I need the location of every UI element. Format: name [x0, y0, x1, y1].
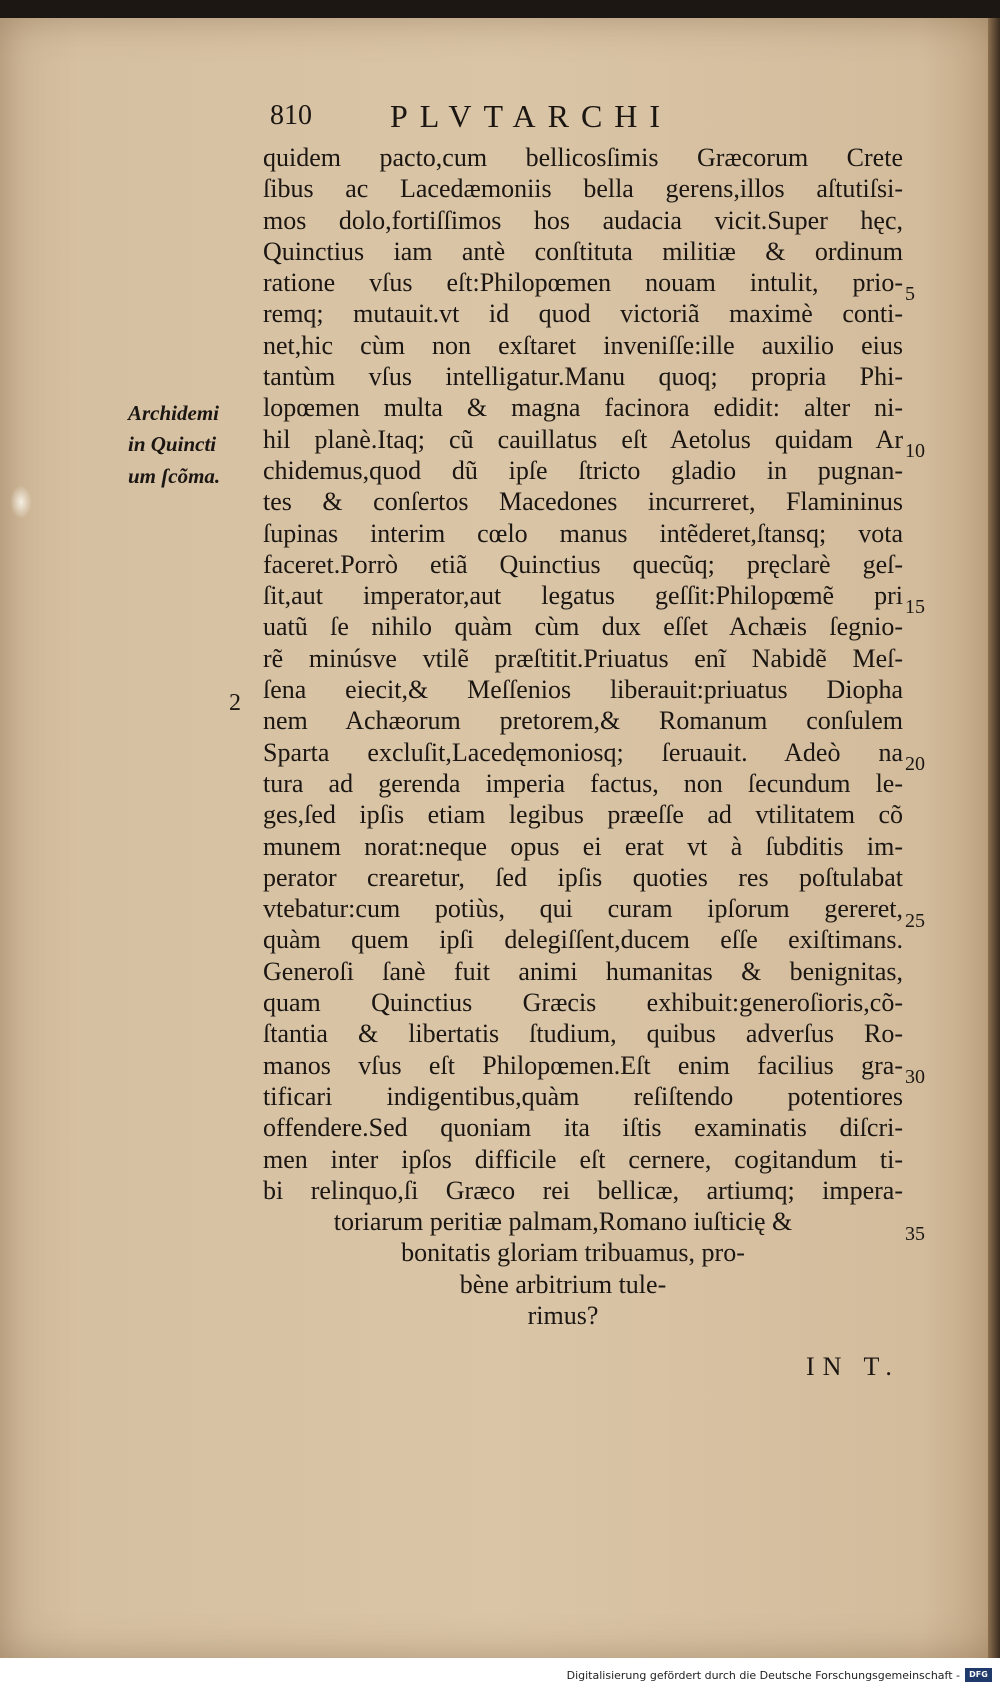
- text-line: ratione vſus eſt:Philopœmen nouam intulit, prio-: [263, 268, 903, 298]
- text-line: vtebatur:cum potiùs, qui curam ipſorum gereret,: [263, 894, 903, 924]
- text-line: tes & conſertos Macedones incurreret, Flamininus: [263, 487, 903, 517]
- text-line: quàm quem ipſi delegiſſent,ducem eſſe exiſtimans.: [263, 925, 903, 955]
- text-line: rẽ minúsve vtilẽ præſtitit.Priuatus enĩ Nabidẽ Meſ-: [263, 643, 903, 673]
- text-line: lopœmen multa & magna facinora edidit: alter ni-: [263, 393, 903, 423]
- text-line: rimus?: [527, 1300, 599, 1330]
- text-line: ges,ſed ipſis etiam legibus præeſſe ad vtilitatem cõ: [263, 800, 903, 830]
- footer-bar: [0, 1658, 1000, 1695]
- text-line: faceret.Porrò etiã Quinctius quecũq; pręclarè geſ-: [263, 549, 903, 579]
- page-header: [270, 98, 730, 138]
- text-line: Generoſi ſanè fuit animi humanitas & benignitas,: [263, 956, 903, 986]
- text-line: net,hic cùm non exſtaret inveniſſe:ille auxilio eius: [263, 330, 903, 360]
- margin-note: [128, 398, 246, 492]
- text-line: munem norat:neque opus ei erat vt à ſubditis im-: [263, 831, 903, 861]
- text-line: tura ad gerenda imperia factus, non ſecundum le-: [263, 768, 903, 798]
- text-line: bi relinquo,ſi Græco rei bellicæ, artiumq; impera-: [263, 1175, 903, 1205]
- line-number: 10: [905, 440, 925, 462]
- text-line: offendere.Sed quoniam ita iſtis examinatis diſcri-: [263, 1113, 903, 1143]
- text-line: nem Achæorum pretorem,& Romanum conſulem: [263, 706, 903, 736]
- catchword: IN T.: [806, 1352, 900, 1381]
- text-line: mos dolo,fortiſſimos hos audacia vicit.Super hęc,: [263, 205, 903, 235]
- text-line: toriarum peritiæ palmam,Romano iuſticię &: [333, 1207, 793, 1237]
- funding-credit: Digitalisierung gefördert durch die Deutsche Forschungsgemeinschaft -: [566, 1669, 960, 1682]
- text-line: bène arbitrium tule-: [459, 1269, 667, 1299]
- text-line: quidem pacto,cum bellicosſimis Græcorum Crete: [263, 143, 903, 172]
- page-number: 810: [270, 100, 312, 131]
- text-line: Sparta excluſit,Lacedęmoniosq; ſeruauit. Adeò na: [263, 737, 903, 767]
- text-line: tantùm vſus intelligatur.Manu quoq; propria Phi-: [263, 362, 903, 392]
- text-line: tificari indigentibus,quàm reſiſtendo potentiores: [263, 1081, 903, 1111]
- text-line: perator crearetur, ſed ipſis quoties res poſtulabat: [263, 862, 903, 892]
- line-number: 25: [905, 910, 925, 932]
- text-line: Quinctius iam antè conſtituta militiæ & ordinum: [263, 236, 903, 266]
- line-number: 5: [905, 283, 915, 305]
- text-line: ſupinas interim cœlo manus intẽderet,ſtansq; vota: [263, 518, 903, 548]
- text-line: men inter ipſos difficile eſt cernere, cogitandum ti-: [263, 1144, 903, 1174]
- text-line: manos vſus eſt Philopœmen.Eſt enim facilius gra-: [263, 1050, 903, 1080]
- line-number: 20: [905, 753, 925, 775]
- line-number: 35: [905, 1223, 925, 1245]
- margin-note-line: Archidemi: [128, 401, 220, 425]
- text-line: ſit,aut imperator,aut legatus geſſit:Philopœmẽ pri: [263, 581, 903, 611]
- margin-note-line: in Quincti: [128, 432, 217, 457]
- paper-stain: [10, 485, 32, 519]
- text-line: ſena eiecit,& Meſſenios liberauit:priuatus Diopha: [263, 675, 903, 705]
- text-line: remq; mutauit.vt id quod victoriã maximè conti-: [263, 299, 903, 329]
- text-line: bonitatis gloriam tribuamus, pro-: [401, 1238, 745, 1268]
- running-title: PLVTARCHI: [390, 98, 673, 134]
- line-number: 30: [905, 1066, 925, 1088]
- text-line: hil planè.Itaq; cũ cauillatus eſt Aetolus quidam Ar: [263, 424, 903, 454]
- line-number: 15: [905, 596, 925, 618]
- section-mark: 2: [229, 690, 241, 716]
- text-line: ſtantia & libertatis ſtudium, quibus adverſus Ro-: [263, 1019, 903, 1049]
- text-line: uatũ ſe nihilo quàm cùm dux eſſet Achæis ſegnio-: [263, 612, 903, 642]
- page-edge: [988, 18, 1000, 1658]
- margin-note-line: um ſcõma.: [128, 463, 221, 488]
- text-line: ſibus ac Lacedæmoniis bella gerens,illos aſtutiſsi-: [263, 174, 903, 204]
- body-text: [263, 142, 903, 1331]
- text-line: chidemus,quod dũ ipſe ſtricto gladio in pugnan-: [263, 455, 903, 485]
- text-line: quam Quinctius Græcis exhibuit:generoſioris,cõ-: [263, 988, 903, 1018]
- dfg-logo: DFG: [965, 1668, 992, 1682]
